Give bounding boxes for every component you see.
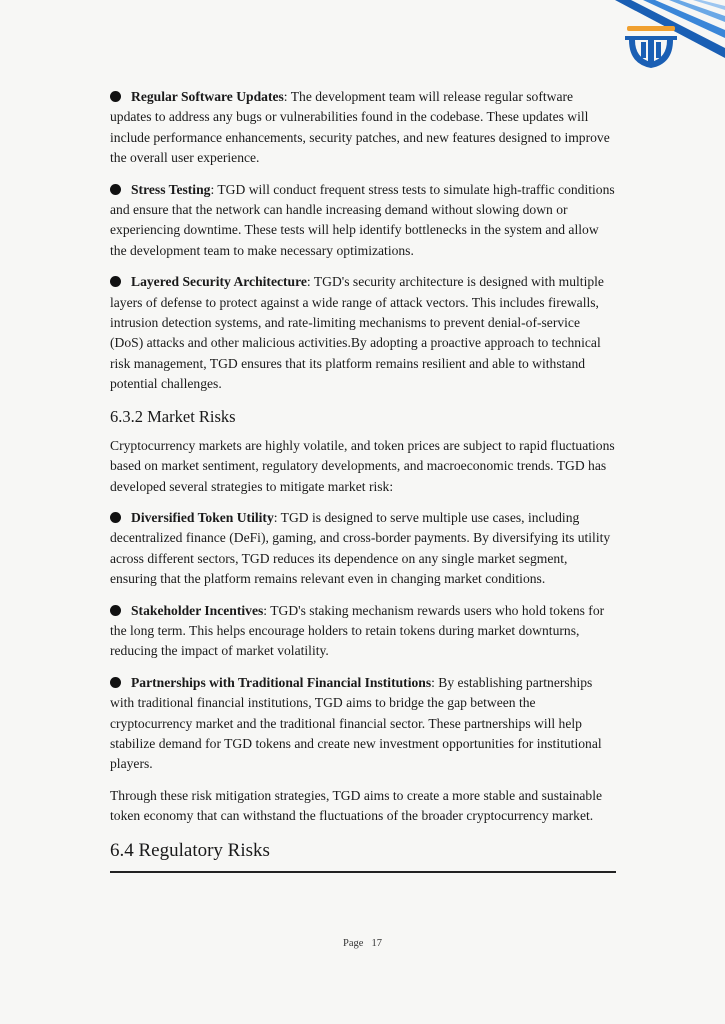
bullet-term: Partnerships with Traditional Financial Institutions: [131, 674, 432, 690]
page-label: Page: [343, 938, 364, 949]
bullet-layered-security: [110, 272, 616, 394]
conclusion-paragraph: Through these risk mitigation strategies, TGD aims to create a more stable and sustainable token economy that can withstand the fluctuations of the broader cryptocurrency market.: [110, 787, 603, 824]
bullet-dot-icon: [110, 91, 121, 102]
subsection-title: 6.3.2 Market Risks: [110, 406, 236, 426]
page-footer: [0, 938, 725, 949]
page-content: [110, 87, 616, 873]
bullet-term: Stress Testing: [131, 181, 211, 197]
bullet-dot-icon: [110, 184, 121, 195]
section-title: 6.4 Regulatory Risks: [110, 838, 616, 873]
bullet-diversified-token-utility: [110, 508, 616, 590]
bullet-term: Stakeholder Incentives: [131, 602, 264, 618]
bullet-text: : The development team will release regular software updates to address any bugs or vulnerabilities found in the codebase. These updates will include performance enhancements, security patches, and new features designed to improve the overall user experience.: [110, 89, 610, 166]
bullet-text: : By establishing partnerships with traditional financial institutions, TGD aims to bridge the gap between the cryptocurrency market and the traditional financial sector. These partnerships will help stabilize demand for TGD tokens and create new investment opportunities for institutional players.: [110, 674, 602, 772]
bullet-dot-icon: [110, 605, 121, 616]
bullet-term: Layered Security Architecture: [131, 274, 307, 290]
tgd-logo-icon: [621, 24, 681, 70]
bullet-stakeholder-incentives: [110, 601, 616, 662]
bullet-term: Regular Software Updates: [131, 89, 284, 104]
bullet-text: : TGD will conduct frequent stress tests to simulate high-traffic conditions and ensure that the network can handle increasing demand without slowing down or experiencing downtime. These tests will help identify bottlenecks in the system and allow the development team to make necessary optimizations.: [110, 181, 615, 258]
bullet-term: Diversified Token Utility: [131, 509, 274, 525]
bullet-text: : TGD is designed to serve multiple use cases, including decentralized finance (DeFi), gaming, and cross-border payments. By diversifying its utility across different sectors, TGD reduces its dependence on any single market segment, ensuring that the platform remains relevant even in changing market conditions.: [110, 509, 611, 587]
bullet-regular-software-updates: [110, 87, 616, 169]
bullet-text: : TGD's security architecture is designed with multiple layers of defense to protect against a wide range of attack vectors. This includes firewalls, intrusion detection systems, and rate-limiting mechanisms to prevent denial-of-service (DoS) attacks and other malicious activities.By adopting a proactive approach to technical risk management, TGD ensures that its platform remains resilient and able to withstand potential challenges.: [110, 274, 604, 392]
bullet-partnerships: [110, 673, 616, 775]
page-number: 17: [371, 938, 382, 949]
bullet-dot-icon: [110, 512, 121, 523]
bullet-text: : TGD's staking mechanism rewards users who hold tokens for the long term. This helps encourage holders to retain tokens during market downturns, reducing the impact of market volatility.: [110, 602, 605, 659]
bullet-stress-testing: [110, 180, 616, 262]
bullet-dot-icon: [110, 677, 121, 688]
market-intro-paragraph: Cryptocurrency markets are highly volatile, and token prices are subject to rapid fluctuations based on market sentiment, regulatory developments, and macroeconomic trends. TGD has developed several strategies to mitigate market risk:: [110, 437, 615, 494]
bullet-dot-icon: [110, 276, 121, 287]
